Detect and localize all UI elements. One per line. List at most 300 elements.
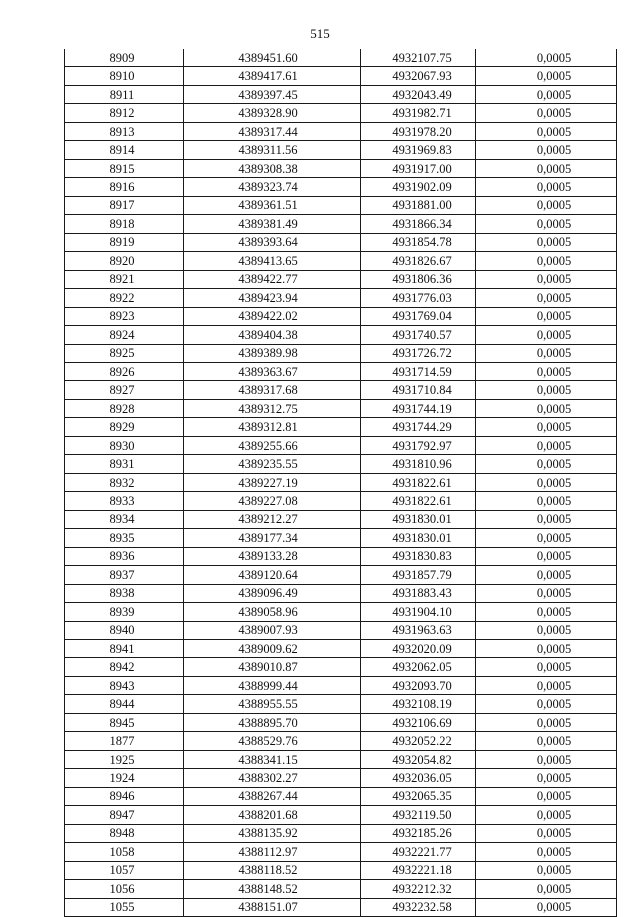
y-coordinate-cell-text: 4932067.93 <box>392 69 452 84</box>
error-value-cell-text: 0,0005 <box>536 641 572 656</box>
point-number-cell-text: 8922 <box>109 290 135 305</box>
table-row <box>65 695 617 713</box>
table-row <box>65 806 617 824</box>
table-row <box>65 159 617 177</box>
y-coordinate-cell-text: 4931744.29 <box>392 420 452 435</box>
y-coordinate-cell <box>361 473 476 491</box>
error-value-cell-text: 0,0005 <box>536 438 572 453</box>
point-number-cell-text: 8923 <box>109 309 135 324</box>
table-row <box>65 603 617 621</box>
point-number-cell <box>65 418 184 436</box>
x-coordinate-cell <box>184 732 361 750</box>
table-row <box>65 492 617 510</box>
y-coordinate-cell <box>361 289 476 307</box>
x-coordinate-cell <box>184 658 361 676</box>
error-value-cell-text: 0,0005 <box>536 512 572 527</box>
x-coordinate-cell-text: 4389393.64 <box>238 235 298 250</box>
y-coordinate-cell <box>361 270 476 288</box>
x-coordinate-cell-text: 4389328.90 <box>238 106 298 121</box>
point-number-cell <box>65 215 184 233</box>
x-coordinate-cell-text: 4389451.60 <box>238 50 298 65</box>
point-number-cell <box>65 824 184 842</box>
error-value-cell-text: 0,0005 <box>536 697 572 712</box>
x-coordinate-cell <box>184 178 361 196</box>
point-number-cell-text: 1877 <box>109 734 135 749</box>
table-row <box>65 67 617 85</box>
y-coordinate-cell <box>361 141 476 159</box>
error-value-cell-text: 0,0005 <box>536 734 572 749</box>
point-number-cell-text: 8910 <box>109 69 135 84</box>
point-number-cell-text: 8911 <box>109 87 135 102</box>
y-coordinate-cell-text: 4931810.96 <box>392 457 452 472</box>
y-coordinate-cell <box>361 326 476 344</box>
x-coordinate-cell <box>184 898 361 916</box>
x-coordinate-cell <box>184 455 361 473</box>
x-coordinate-cell <box>184 85 361 103</box>
error-value-cell <box>476 289 617 307</box>
table-row <box>65 787 617 805</box>
y-coordinate-cell-text: 4931830.01 <box>392 530 452 545</box>
error-value-cell <box>476 658 617 676</box>
point-number-cell <box>65 529 184 547</box>
y-coordinate-cell-text: 4931830.01 <box>392 512 452 527</box>
error-value-cell <box>476 713 617 731</box>
table-row <box>65 233 617 251</box>
point-number-cell <box>65 880 184 898</box>
y-coordinate-cell <box>361 824 476 842</box>
point-number-cell-text: 1057 <box>109 863 135 878</box>
point-number-cell <box>65 362 184 380</box>
x-coordinate-cell-text: 4389311.56 <box>238 143 298 158</box>
point-number-cell <box>65 233 184 251</box>
point-number-cell <box>65 381 184 399</box>
y-coordinate-cell-text: 4931963.63 <box>392 623 452 638</box>
point-number-cell-text: 8934 <box>109 512 135 527</box>
x-coordinate-cell <box>184 824 361 842</box>
x-coordinate-cell <box>184 436 361 454</box>
point-number-cell <box>65 326 184 344</box>
error-value-cell <box>476 344 617 362</box>
point-number-cell-text: 1056 <box>109 881 135 896</box>
point-number-cell-text: 8925 <box>109 346 135 361</box>
table-row <box>65 880 617 898</box>
error-value-cell-text: 0,0005 <box>536 807 572 822</box>
error-value-cell <box>476 270 617 288</box>
x-coordinate-cell <box>184 861 361 879</box>
point-number-cell <box>65 861 184 879</box>
x-coordinate-cell <box>184 141 361 159</box>
y-coordinate-cell-text: 4932212.32 <box>392 881 452 896</box>
x-coordinate-cell-text: 4389323.74 <box>238 180 298 195</box>
point-number-cell <box>65 621 184 639</box>
point-number-cell-text: 8942 <box>109 660 135 675</box>
y-coordinate-cell <box>361 67 476 85</box>
point-number-cell-text: 8926 <box>109 364 135 379</box>
x-coordinate-cell-text: 4389417.61 <box>238 69 298 84</box>
point-number-cell <box>65 769 184 787</box>
error-value-cell-text: 0,0005 <box>536 124 572 139</box>
y-coordinate-cell-text: 4931883.43 <box>392 586 452 601</box>
point-number-cell <box>65 640 184 658</box>
y-coordinate-cell-text: 4931904.10 <box>392 604 452 619</box>
table-row <box>65 473 617 491</box>
table-row <box>65 750 617 768</box>
x-coordinate-cell <box>184 787 361 805</box>
error-value-cell-text: 0,0005 <box>536 253 572 268</box>
point-number-cell-text: 8918 <box>109 216 135 231</box>
x-coordinate-cell-text: 4388112.97 <box>238 844 298 859</box>
point-number-cell-text: 8932 <box>109 475 135 490</box>
point-number-cell-text: 8916 <box>109 180 135 195</box>
x-coordinate-cell <box>184 233 361 251</box>
error-value-cell-text: 0,0005 <box>536 161 572 176</box>
error-value-cell-text: 0,0005 <box>536 290 572 305</box>
point-number-cell <box>65 196 184 214</box>
x-coordinate-cell <box>184 104 361 122</box>
y-coordinate-cell <box>361 399 476 417</box>
error-value-cell-text: 0,0005 <box>536 604 572 619</box>
error-value-cell <box>476 529 617 547</box>
point-number-cell <box>65 898 184 916</box>
error-value-cell <box>476 67 617 85</box>
error-value-cell-text: 0,0005 <box>536 752 572 767</box>
x-coordinate-cell <box>184 67 361 85</box>
error-value-cell <box>476 676 617 694</box>
y-coordinate-cell-text: 4931822.61 <box>392 475 452 490</box>
y-coordinate-cell-text: 4932054.82 <box>392 752 452 767</box>
point-number-cell-text: 8937 <box>109 567 135 582</box>
point-number-cell-text: 8914 <box>109 143 135 158</box>
y-coordinate-cell <box>361 898 476 916</box>
error-value-cell-text: 0,0005 <box>536 881 572 896</box>
x-coordinate-cell <box>184 843 361 861</box>
x-coordinate-cell <box>184 473 361 491</box>
error-value-cell <box>476 436 617 454</box>
y-coordinate-cell-text: 4932043.49 <box>392 87 452 102</box>
error-value-cell <box>476 418 617 436</box>
point-number-cell-text: 8935 <box>109 530 135 545</box>
point-number-cell <box>65 104 184 122</box>
y-coordinate-cell-text: 4932232.58 <box>392 900 452 915</box>
error-value-cell-text: 0,0005 <box>536 475 572 490</box>
point-number-cell <box>65 787 184 805</box>
x-coordinate-cell <box>184 621 361 639</box>
table-row <box>65 85 617 103</box>
error-value-cell <box>476 750 617 768</box>
error-value-cell <box>476 252 617 270</box>
table-row <box>65 326 617 344</box>
point-number-cell-text: 8947 <box>109 807 135 822</box>
point-number-cell <box>65 49 184 67</box>
error-value-cell <box>476 492 617 510</box>
point-number-cell-text: 8933 <box>109 493 135 508</box>
point-number-cell-text: 8943 <box>109 678 135 693</box>
table-row <box>65 141 617 159</box>
x-coordinate-cell-text: 4389177.34 <box>238 530 298 545</box>
x-coordinate-cell-text: 4389133.28 <box>238 549 298 564</box>
error-value-cell <box>476 695 617 713</box>
y-coordinate-cell-text: 4932106.69 <box>392 715 452 730</box>
y-coordinate-cell <box>361 658 476 676</box>
x-coordinate-cell-text: 4389009.62 <box>238 641 298 656</box>
x-coordinate-cell <box>184 603 361 621</box>
error-value-cell <box>476 769 617 787</box>
point-number-cell-text: 8924 <box>109 327 135 342</box>
point-number-cell <box>65 270 184 288</box>
y-coordinate-cell <box>361 732 476 750</box>
error-value-cell <box>476 104 617 122</box>
table-row <box>65 547 617 565</box>
x-coordinate-cell-text: 4389413.65 <box>238 253 298 268</box>
x-coordinate-cell <box>184 252 361 270</box>
error-value-cell <box>476 880 617 898</box>
error-value-cell-text: 0,0005 <box>536 660 572 675</box>
x-coordinate-cell-text: 4389227.19 <box>238 475 298 490</box>
y-coordinate-cell-text: 4932052.22 <box>392 734 452 749</box>
x-coordinate-cell-text: 4389422.02 <box>238 309 298 324</box>
point-number-cell <box>65 584 184 602</box>
x-coordinate-cell <box>184 676 361 694</box>
error-value-cell-text: 0,0005 <box>536 383 572 398</box>
point-number-cell-text: 8941 <box>109 641 135 656</box>
x-coordinate-cell-text: 4389317.68 <box>238 383 298 398</box>
x-coordinate-cell <box>184 307 361 325</box>
y-coordinate-cell-text: 4931776.03 <box>392 290 452 305</box>
x-coordinate-cell <box>184 769 361 787</box>
error-value-cell-text: 0,0005 <box>536 180 572 195</box>
error-value-cell-text: 0,0005 <box>536 715 572 730</box>
error-value-cell-text: 0,0005 <box>536 678 572 693</box>
y-coordinate-cell-text: 4932107.75 <box>392 50 452 65</box>
point-number-cell-text: 8913 <box>109 124 135 139</box>
point-number-cell <box>65 695 184 713</box>
y-coordinate-cell-text: 4932036.05 <box>392 771 452 786</box>
table-row <box>65 640 617 658</box>
error-value-cell <box>476 621 617 639</box>
table-row <box>65 566 617 584</box>
error-value-cell-text: 0,0005 <box>536 567 572 582</box>
y-coordinate-cell <box>361 362 476 380</box>
x-coordinate-cell-text: 4389397.45 <box>238 87 298 102</box>
y-coordinate-cell-text: 4932020.09 <box>392 641 452 656</box>
y-coordinate-cell-text: 4931769.04 <box>392 309 452 324</box>
y-coordinate-cell <box>361 49 476 67</box>
x-coordinate-cell <box>184 640 361 658</box>
point-number-cell-text: 8930 <box>109 438 135 453</box>
error-value-cell-text: 0,0005 <box>536 364 572 379</box>
error-value-cell <box>476 233 617 251</box>
y-coordinate-cell <box>361 547 476 565</box>
table-row <box>65 713 617 731</box>
point-number-cell <box>65 806 184 824</box>
x-coordinate-cell <box>184 289 361 307</box>
error-value-cell <box>476 141 617 159</box>
y-coordinate-cell <box>361 85 476 103</box>
table-row <box>65 178 617 196</box>
error-value-cell-text: 0,0005 <box>536 457 572 472</box>
point-number-cell <box>65 307 184 325</box>
y-coordinate-cell-text: 4931982.71 <box>392 106 452 121</box>
error-value-cell <box>476 326 617 344</box>
error-value-cell-text: 0,0005 <box>536 216 572 231</box>
error-value-cell <box>476 824 617 842</box>
x-coordinate-cell-text: 4389381.49 <box>238 216 298 231</box>
error-value-cell-text: 0,0005 <box>536 549 572 564</box>
point-number-cell <box>65 122 184 140</box>
point-number-cell <box>65 67 184 85</box>
point-number-cell-text: 1058 <box>109 844 135 859</box>
x-coordinate-cell-text: 4389010.87 <box>238 660 298 675</box>
x-coordinate-cell-text: 4388201.68 <box>238 807 298 822</box>
error-value-cell-text: 0,0005 <box>536 69 572 84</box>
x-coordinate-cell-text: 4389404.38 <box>238 327 298 342</box>
table-row <box>65 732 617 750</box>
point-number-cell <box>65 178 184 196</box>
table-row <box>65 510 617 528</box>
x-coordinate-cell <box>184 381 361 399</box>
y-coordinate-cell <box>361 436 476 454</box>
table-row <box>65 381 617 399</box>
point-number-cell-text: 1055 <box>109 900 135 915</box>
error-value-cell <box>476 399 617 417</box>
x-coordinate-cell-text: 4389235.55 <box>238 457 298 472</box>
point-number-cell-text: 8915 <box>109 161 135 176</box>
error-value-cell <box>476 215 617 233</box>
error-value-cell-text: 0,0005 <box>536 789 572 804</box>
error-value-cell <box>476 787 617 805</box>
table-row <box>65 824 617 842</box>
x-coordinate-cell <box>184 492 361 510</box>
x-coordinate-cell-text: 4388341.15 <box>238 752 298 767</box>
x-coordinate-cell-text: 4389312.81 <box>238 420 298 435</box>
x-coordinate-cell <box>184 418 361 436</box>
x-coordinate-cell-text: 4388135.92 <box>238 826 298 841</box>
y-coordinate-cell <box>361 584 476 602</box>
x-coordinate-cell <box>184 713 361 731</box>
point-number-cell-text: 8928 <box>109 401 135 416</box>
table-row <box>65 49 617 67</box>
table-row <box>65 584 617 602</box>
x-coordinate-cell <box>184 584 361 602</box>
x-coordinate-cell-text: 4389058.96 <box>238 604 298 619</box>
y-coordinate-cell-text: 4932221.77 <box>392 844 452 859</box>
error-value-cell <box>476 85 617 103</box>
error-value-cell <box>476 861 617 879</box>
x-coordinate-cell <box>184 122 361 140</box>
y-coordinate-cell <box>361 713 476 731</box>
table-row <box>65 399 617 417</box>
error-value-cell <box>476 603 617 621</box>
point-number-cell-text: 8909 <box>109 50 135 65</box>
error-value-cell-text: 0,0005 <box>536 401 572 416</box>
point-number-cell-text: 8938 <box>109 586 135 601</box>
y-coordinate-cell-text: 4932065.35 <box>392 789 452 804</box>
point-number-cell <box>65 713 184 731</box>
table-row <box>65 270 617 288</box>
error-value-cell-text: 0,0005 <box>536 586 572 601</box>
x-coordinate-cell-text: 4388895.70 <box>238 715 298 730</box>
y-coordinate-cell <box>361 492 476 510</box>
y-coordinate-cell <box>361 676 476 694</box>
y-coordinate-cell-text: 4931710.84 <box>392 383 452 398</box>
x-coordinate-cell-text: 4389423.94 <box>238 290 298 305</box>
table-row <box>65 769 617 787</box>
error-value-cell <box>476 307 617 325</box>
point-number-cell <box>65 732 184 750</box>
error-value-cell <box>476 381 617 399</box>
point-number-cell-text: 8921 <box>109 272 135 287</box>
error-value-cell-text: 0,0005 <box>536 198 572 213</box>
error-value-cell-text: 0,0005 <box>536 272 572 287</box>
x-coordinate-cell <box>184 547 361 565</box>
y-coordinate-cell <box>361 510 476 528</box>
error-value-cell <box>476 122 617 140</box>
point-number-cell-text: 8948 <box>109 826 135 841</box>
point-number-cell-text: 8919 <box>109 235 135 250</box>
x-coordinate-cell-text: 4388267.44 <box>238 789 298 804</box>
table-row <box>65 843 617 861</box>
error-value-cell <box>476 159 617 177</box>
y-coordinate-cell <box>361 104 476 122</box>
table-row <box>65 344 617 362</box>
error-value-cell <box>476 732 617 750</box>
y-coordinate-cell <box>361 215 476 233</box>
y-coordinate-cell <box>361 787 476 805</box>
point-number-cell <box>65 566 184 584</box>
point-number-cell-text: 1924 <box>109 771 135 786</box>
point-number-cell <box>65 473 184 491</box>
y-coordinate-cell-text: 4931806.36 <box>392 272 452 287</box>
y-coordinate-cell <box>361 159 476 177</box>
error-value-cell <box>476 843 617 861</box>
point-number-cell <box>65 658 184 676</box>
y-coordinate-cell <box>361 861 476 879</box>
y-coordinate-cell <box>361 621 476 639</box>
x-coordinate-cell <box>184 362 361 380</box>
y-coordinate-cell <box>361 307 476 325</box>
point-number-cell <box>65 603 184 621</box>
y-coordinate-cell-text: 4931726.72 <box>392 346 452 361</box>
y-coordinate-cell-text: 4931881.00 <box>392 198 452 213</box>
y-coordinate-cell <box>361 252 476 270</box>
y-coordinate-cell <box>361 178 476 196</box>
x-coordinate-cell-text: 4389255.66 <box>238 438 298 453</box>
error-value-cell <box>476 640 617 658</box>
y-coordinate-cell <box>361 418 476 436</box>
y-coordinate-cell-text: 4932185.26 <box>392 826 452 841</box>
y-coordinate-cell <box>361 122 476 140</box>
x-coordinate-cell <box>184 566 361 584</box>
point-number-cell-text: 8936 <box>109 549 135 564</box>
y-coordinate-cell-text: 4931822.61 <box>392 493 452 508</box>
y-coordinate-cell-text: 4932093.70 <box>392 678 452 693</box>
x-coordinate-cell-text: 4388148.52 <box>238 881 298 896</box>
table-row <box>65 252 617 270</box>
x-coordinate-cell-text: 4389389.98 <box>238 346 298 361</box>
table-row <box>65 289 617 307</box>
y-coordinate-cell-text: 4931792.97 <box>392 438 452 453</box>
table-row <box>65 861 617 879</box>
y-coordinate-cell-text: 4931714.59 <box>392 364 452 379</box>
coordinates-table <box>64 49 617 917</box>
error-value-cell-text: 0,0005 <box>536 327 572 342</box>
x-coordinate-cell-text: 4388529.76 <box>238 734 298 749</box>
error-value-cell <box>476 178 617 196</box>
error-value-cell <box>476 584 617 602</box>
x-coordinate-cell <box>184 880 361 898</box>
y-coordinate-cell <box>361 529 476 547</box>
table-row <box>65 455 617 473</box>
